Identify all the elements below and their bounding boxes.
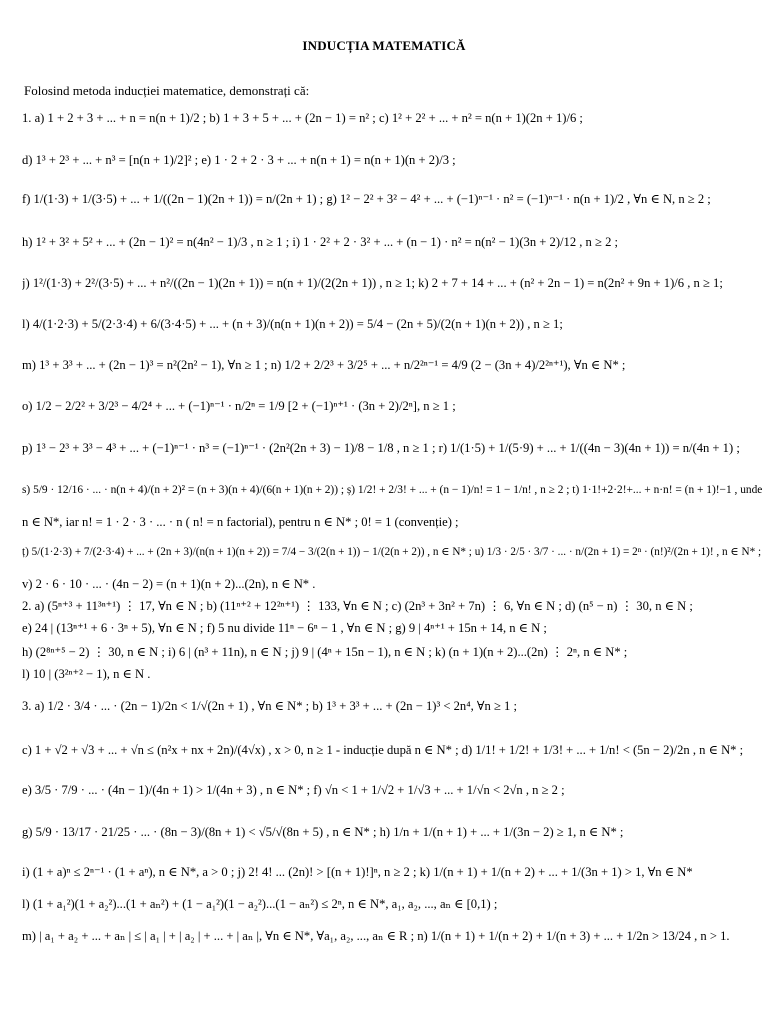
exercise-line: o) 1/2 − 2/2² + 3/2³ − 4/2⁴ + ... + (−1)ⁿ⁻¹ · n/2ⁿ = 1/9 [2 + (−1)ⁿ⁺¹ · (3n + 2)/2ⁿ], n ≥ 1 ;: [22, 399, 456, 413]
exercise-line: m) | a₁ + a₂ + ... + aₙ | ≤ | a₁ | + | a₂ | + ... + | aₙ |, ∀n ∈ N*, ∀a₁, a₂, ..., aₙ ∈ R ; n) 1/(n + 1) + 1/(n + 2) + 1/(n + 3) + ... + 1/2n > 13/24 , n > 1.: [22, 929, 730, 943]
exercise-line: s) 5/9 · 12/16 · ... · n(n + 4)/(n + 2)² = (n + 3)(n + 4)/(6(n + 1)(n + 2)) ; ș) 1/2! + 2/3! + ... + (n − 1)/n! = 1 − 1/n! , n ≥ 2 ; t) 1·1!+2·2!+... + n·n! = (n + 1)!−1 , unde: [22, 484, 762, 496]
exercise-line: d) 1³ + 2³ + ... + n³ = [n(n + 1)/2]² ; e) 1 · 2 + 2 · 3 + ... + n(n + 1) = n(n + 1)(n + 2)/3 ;: [22, 153, 456, 167]
exercise-line: c) 1 + √2 + √3 + ... + √n ≤ (n²x + nx + 2n)/(4√x) , x > 0, n ≥ 1 - inducție după n ∈ N* ; d) 1/1! + 1/2! + 1/3! + ... + 1/n! < (5n − 2)/2n , n ∈ N* ;: [22, 743, 744, 757]
exercise-line: h) (2⁸ⁿ⁺⁵ − 2) ⋮ 30, n ∈ N ; i) 6 | (n³ + 11n), n ∈ N ; j) 9 | (4ⁿ + 15n − 1), n ∈ N ; k) (n + 1)(n + 2)...(2n) ⋮ 2ⁿ, n ∈ N* ;: [22, 645, 628, 659]
exercise-line: l) 10 | (3²ⁿ⁺² − 1), n ∈ N .: [22, 667, 151, 681]
exercise-line: p) 1³ − 2³ + 3³ − 4³ + ... + (−1)ⁿ⁻¹ · n³ = (−1)ⁿ⁻¹ · (2n²(2n + 3) − 1)/8 − 1/8 , n ≥ 1 ; r) 1/(1·5) + 1/(5·9) + ... + 1/((4n − 3)(4n + 1)) = n/(4n + 1) ;: [22, 441, 740, 455]
exercise-line: e) 24 | (13ⁿ⁺¹ + 6 · 3ⁿ + 5), ∀n ∈ N ; f) 5 nu divide 11ⁿ − 6ⁿ − 1 , ∀n ∈ N ; g) 9 | 4ⁿ⁺¹ + 15n + 14, n ∈ N ;: [22, 621, 547, 635]
exercise-line: 1. a) 1 + 2 + 3 + ... + n = n(n + 1)/2 ; b) 1 + 3 + 5 + ... + (2n − 1) = n² ; c) 1² + 2² + ... + n² = n(n + 1)(2n + 1)/6 ;: [22, 111, 583, 125]
exercise-line: f) 1/(1·3) + 1/(3·5) + ... + 1/((2n − 1)(2n + 1)) = n/(2n + 1) ; g) 1² − 2² + 3² − 4² + ... + (−1)ⁿ⁻¹ · n² = (−1)ⁿ⁻¹ · n(n + 1)/2 , ∀n ∈ N, n ≥ 2 ;: [22, 192, 711, 206]
page-title: INDUCȚIA MATEMATICĂ: [302, 38, 466, 53]
exercise-line: 2. a) (5ⁿ⁺³ + 11³ⁿ⁺¹) ⋮ 17, ∀n ∈ N ; b) (11ⁿ⁺² + 12²ⁿ⁺¹) ⋮ 133, ∀n ∈ N ; c) (2n³ + 3n² + 7n) ⋮ 6, ∀n ∈ N ; d) (n⁵ − n) ⋮ 30, n ∈ N ;: [22, 599, 693, 613]
exercise-line: l) 4/(1·2·3) + 5/(2·3·4) + 6/(3·4·5) + ... + (n + 3)/(n(n + 1)(n + 2)) = 5/4 − (2n + 5)/(2(n + 1)(n + 2)) , n ≥ 1;: [22, 317, 563, 331]
exercise-line: h) 1² + 3² + 5² + ... + (2n − 1)² = n(4n² − 1)/3 , n ≥ 1 ; i) 1 · 2² + 2 · 3² + ... + (n − 1) · n² = n(n² − 1)(3n + 2)/12 , n ≥ 2 ;: [22, 235, 619, 249]
exercise-line: g) 5/9 · 13/17 · 21/25 · ... · (8n − 3)/(8n + 1) < √5/√(8n + 5) , n ∈ N* ; h) 1/n + 1/(n + 1) + ... + 1/(3n − 2) ≥ 1, n ∈ N* ;: [22, 825, 624, 839]
exercise-line: n ∈ N*, iar n! = 1 · 2 · 3 · ... · n ( n! = n factorial), pentru n ∈ N* ; 0! = 1 (convenție) ;: [22, 515, 459, 529]
exercise-line: j) 1²/(1·3) + 2²/(3·5) + ... + n²/((2n − 1)(2n + 1)) = n(n + 1)/(2(2n + 1)) , n ≥ 1; k) 2 + 7 + 14 + ... + (n² + 2n − 1) = n(2n² + 9n + 1)/6 , n ≥ 1;: [22, 276, 723, 290]
exercise-line: e) 3/5 · 7/9 · ... · (4n − 1)/(4n + 1) > 1/(4n + 3) , n ∈ N* ; f) √n < 1 + 1/√2 + 1/√3 + ... + 1/√n < 2√n , n ≥ 2 ;: [22, 783, 565, 797]
exercise-line: 3. a) 1/2 · 3/4 · ... · (2n − 1)/2n < 1/√(2n + 1) , ∀n ∈ N* ; b) 1³ + 3³ + ... + (2n − 1)³ < 2n⁴, ∀n ≥ 1 ;: [22, 699, 517, 713]
intro-text: Folosind metoda inducției matematice, demonstrați că:: [24, 83, 310, 98]
exercise-line: ț) 5/(1·2·3) + 7/(2·3·4) + ... + (2n + 3)/(n(n + 1)(n + 2)) = 7/4 − 3/(2(n + 1)) − 1/(2(n + 2)) , n ∈ N* ; u) 1/3 · 2/5 · 3/7 · ... · n/(2n + 1) = 2ⁿ · (n!)²/(2n + 1)! , n ∈ N* ;: [22, 546, 762, 558]
exercise-line: m) 1³ + 3³ + ... + (2n − 1)³ = n²(2n² − 1), ∀n ≥ 1 ; n) 1/2 + 2/2³ + 3/2⁵ + ... + n/2²ⁿ⁻¹ = 4/9 (2 − (3n + 4)/2²ⁿ⁺¹), ∀n ∈ N* ;: [22, 358, 626, 372]
exercise-line: i) (1 + a)ⁿ ≤ 2ⁿ⁻¹ · (1 + aⁿ), n ∈ N*, a > 0 ; j) 2! 4! ... (2n)! > [(n + 1)!]ⁿ, n ≥ 2 ; k) 1/(n + 1) + 1/(n + 2) + ... + 1/(3n + 1) > 1, ∀n ∈ N*: [22, 865, 693, 879]
exercise-line: l) (1 + a₁²)(1 + a₂²)...(1 + aₙ²) + (1 − a₁²)(1 − a₂²)...(1 − aₙ²) ≤ 2ⁿ, n ∈ N*, a₁, a₂, ..., aₙ ∈ [0,1) ;: [22, 897, 498, 911]
exercise-line: v) 2 · 6 · 10 · ... · (4n − 2) = (n + 1)(n + 2)...(2n), n ∈ N* .: [22, 577, 316, 591]
